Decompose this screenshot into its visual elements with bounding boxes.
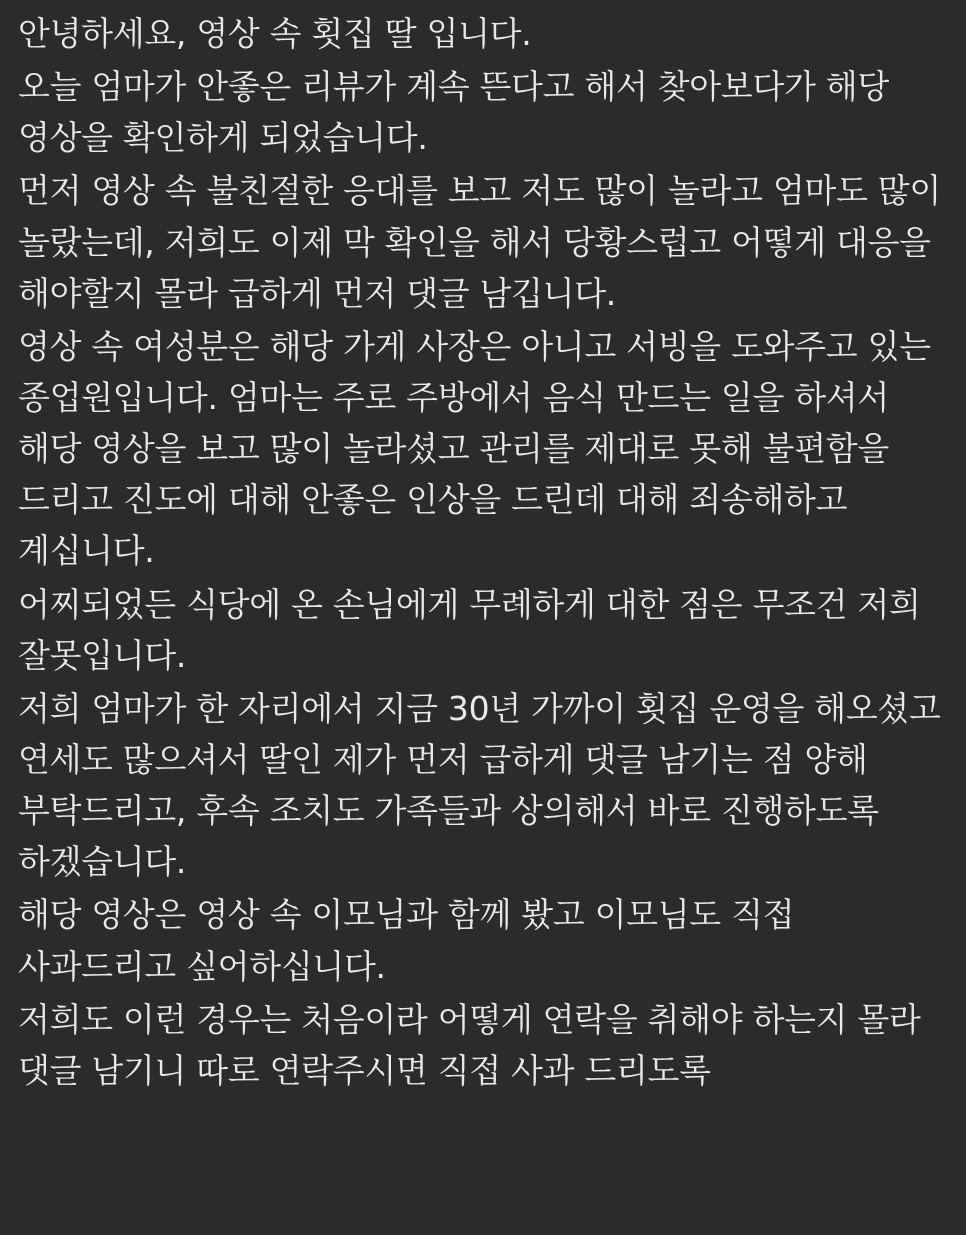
- comment-paragraph: 안녕하세요, 영상 속 횟집 딸 입니다.: [18, 14, 532, 53]
- comment-paragraph: 어찌되었든 식당에 온 손님에게 무례하게 대한 점은 무조건 저희 잘못입니다.: [18, 584, 921, 675]
- comment-paragraph: 저희도 이런 경우는 처음이라 어떻게 연락을 취해야 하는지 몰라 댓글 남기니 따로 연락주시면 직접 사과 드리도록: [18, 999, 921, 1090]
- comment-paragraph: 저희 엄마가 한 자리에서 지금 30년 가까이 횟집 운영을 해오셨고 연세도 많으셔서 딸인 제가 먼저 급하게 댓글 남기는 점 양해 부탁드리고, 후속 조치도 가족들과 상의해서 바로 진행하도록 하겠습니다.: [18, 688, 941, 882]
- comment-paragraph: 영상 속 여성분은 해당 가게 사장은 아니고 서빙을 도와주고 있는 종업원입니다. 엄마는 주로 주방에서 음식 만드는 일을 하셔서 해당 영상을 보고 많이 놀라셨고 관리를 제대로 못해 불편함을 드리고 진도에 대해 안좋은 인상을 드린데 대해 죄송해하고 계십니다.: [18, 326, 931, 571]
- comment-paragraph: 먼저 영상 속 불친절한 응대를 보고 저도 많이 놀라고 엄마도 많이 놀랐는데, 저희도 이제 막 확인을 해서 당황스럽고 어떻게 대응을 해야할지 몰라 급하게 먼저 댓글 남깁니다.: [18, 171, 941, 313]
- comment-paragraph: 오늘 엄마가 안좋은 리뷰가 계속 뜬다고 해서 찾아보다가 해당 영상을 확인하게 되었습니다.: [18, 67, 889, 158]
- comment-paragraph: 해당 영상은 영상 속 이모님과 함께 봤고 이모님도 직접 사과드리고 싶어하십니다.: [18, 895, 795, 986]
